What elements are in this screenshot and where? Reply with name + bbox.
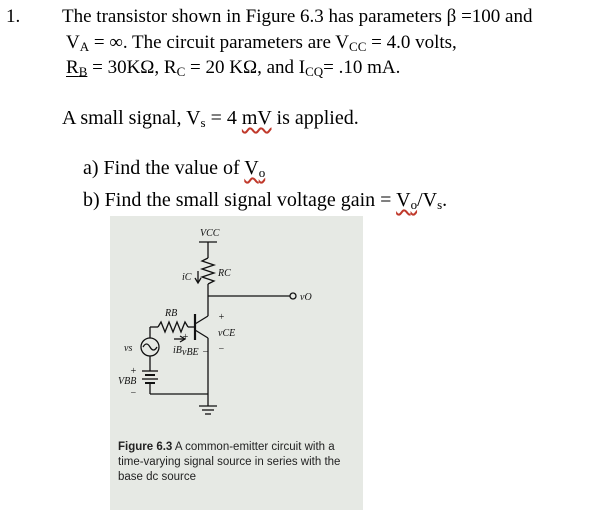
vce-minus: − [218,344,225,355]
rb-label: $R_B$ [66,57,88,79]
ic-label: iC [182,272,192,283]
circuit-figure [110,216,363,510]
subscript: CQ [305,64,324,79]
vo-label: vO [300,292,312,303]
problem-line-3 [66,57,400,80]
question-a: a) Find the value of $V_o$ [83,157,266,180]
output-terminal [290,293,296,299]
vs-label: vs [124,343,133,354]
circuit-labels [118,228,312,399]
vce-label: vCE [218,328,236,339]
signal-unit: mV [241,107,272,129]
vbe-label: vBE [182,347,199,358]
question-b: b) Find the small signal voltage gain = $V_o/V_s$. [83,189,448,212]
figure-caption: Figure 6.3 A common-emitter circuit with a time-varying signal source in series with the base dc source [118,441,341,483]
vcc-label: VCC [200,228,220,239]
subscript: CC [349,39,367,54]
vbe-plus: + [182,332,189,343]
problem-line-1: The transistor shown in Figure 6.3 has parameters β =100 and [62,6,533,27]
rc-resistor [202,258,214,284]
text: = 30KΩ, R [87,57,177,78]
subscript: C [176,64,186,79]
ib-label: iB [173,345,182,356]
text: = 20 KΩ, and I [185,57,306,78]
text: = .10 mA. [323,57,401,78]
signal-statement: A small signal, $V_s = 4$ mV is applied. [62,107,359,130]
rb-resistor [158,322,188,332]
vbe-minus: − [202,347,209,358]
vbb-label: VBB [118,376,137,387]
text: = 4.0 volts, [366,32,457,53]
vbb-minus: − [130,388,137,399]
vbb-plus: + [130,366,137,377]
rb-label: RB [165,308,178,319]
problem-number: 1. [6,6,21,27]
problem-line-2 [66,32,457,55]
vo-symbol: $V_o$ [396,189,418,212]
vce-plus: + [218,312,225,323]
subscript: A [79,39,90,54]
rc-label: RC [218,268,231,279]
text: = ∞. The circuit parameters are V [89,32,350,53]
vo-symbol: $V_o$ [244,157,266,180]
text: V [66,32,80,53]
